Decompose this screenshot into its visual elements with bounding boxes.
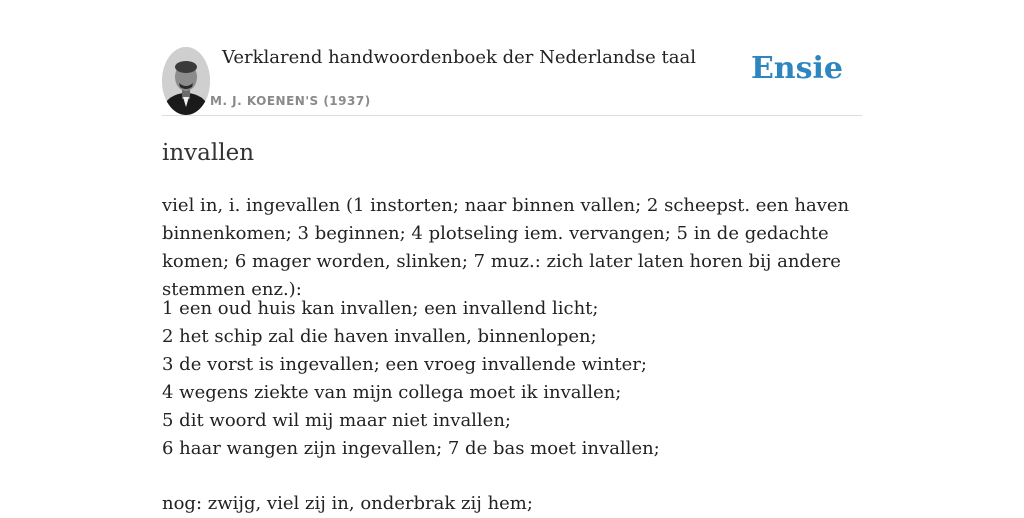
ensie-logo-link[interactable]: Ensie [750, 51, 843, 86]
entry-examples [162, 295, 862, 463]
entry-definition: viel in, i. ingevallen (1 instorten; naar binnen vallen; 2 scheepst. een haven binnenkomen; 3 beginnen; 4 plotseling iem. vervangen; 5 in de gedachte komen; 6 mager worden, slinken; 7 muz.: zich later laten horen bij andere stemmen enz.): [162, 195, 850, 300]
example-line: 3 de vorst is ingevallen; een vroeg invallende winter; [162, 354, 647, 375]
header [162, 46, 862, 116]
example-line: 6 haar wangen zijn ingevallen; 7 de bas moet invallen; [162, 438, 660, 459]
entry-extra-example: nog: zwijg, viel zij in, onderbrak zij hem; [162, 493, 533, 514]
book-author: M. J. KOENEN'S (1937) [210, 94, 371, 108]
example-line: 4 wegens ziekte van mijn collega moet ik invallen; [162, 382, 622, 403]
author-portrait-icon [162, 47, 210, 115]
author-portrait-image [162, 47, 210, 115]
example-line: 1 een oud huis kan invallen; een invallend licht; [162, 298, 599, 319]
example-line: 2 het schip zal die haven invallen, binnenlopen; [162, 326, 597, 347]
example-line: 5 dit woord wil mij maar niet invallen; [162, 410, 511, 431]
dictionary-page [162, 0, 862, 512]
entry-headword: invallen [162, 140, 255, 166]
book-title: Verklarend handwoordenboek der Nederlandse taal [222, 47, 696, 68]
